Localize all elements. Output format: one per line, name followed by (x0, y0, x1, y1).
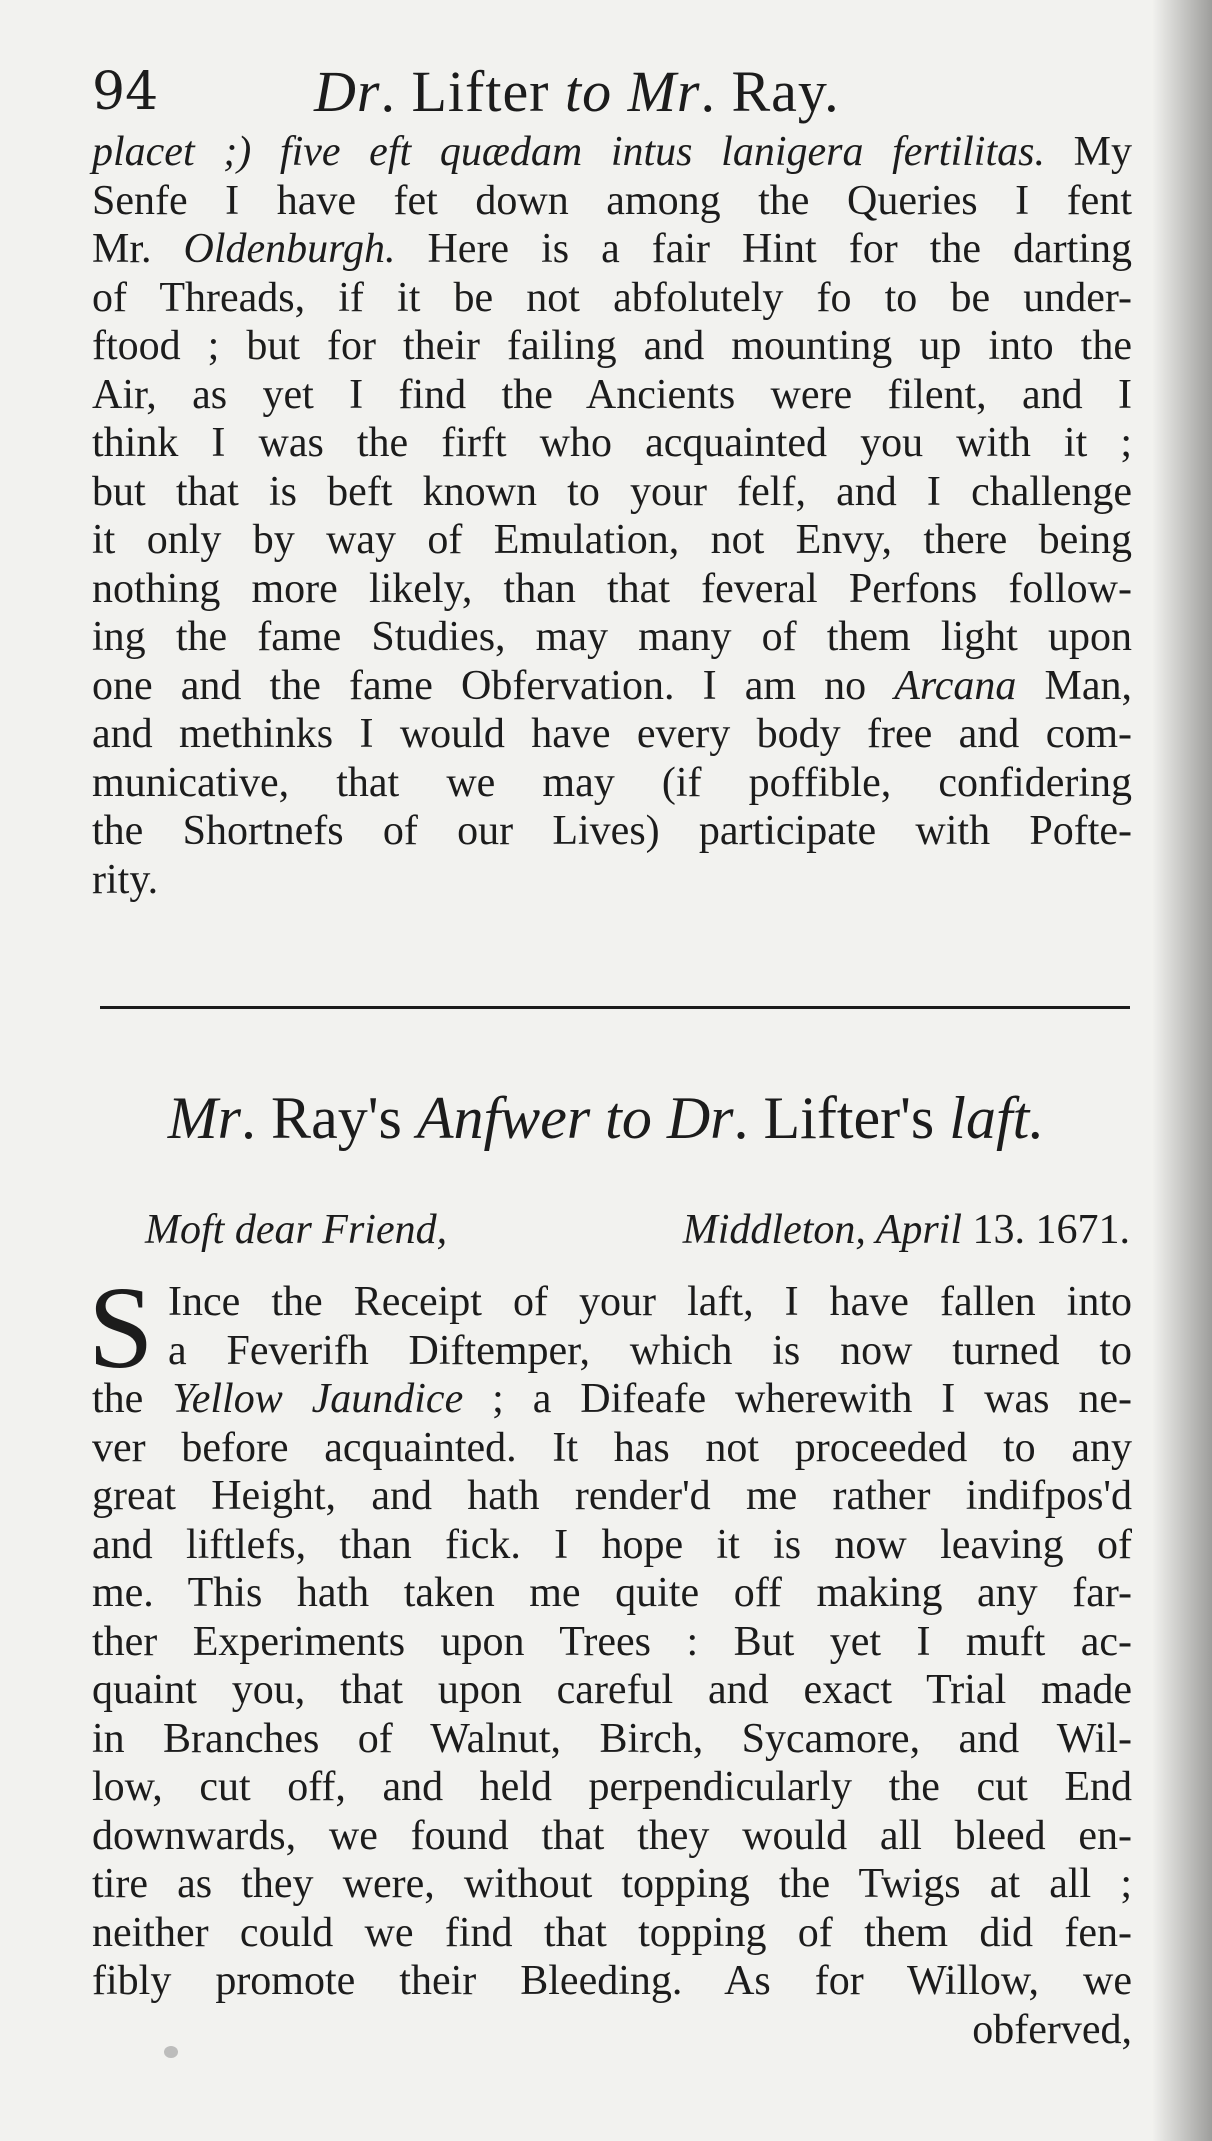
page-edge-shadow (1152, 0, 1212, 2141)
italic-text: Arcana (894, 662, 1017, 709)
reply-body (88, 1262, 1132, 2054)
text-line (92, 1327, 1132, 1376)
text-segment: My (1044, 129, 1132, 175)
heading-ray: . Ray's (241, 1085, 417, 1151)
text-segment: Ince the Receipt of your laft, I have fallen into (168, 1279, 1132, 1325)
text-segment: think I was the firft who acquainted you with it ; (92, 420, 1132, 466)
catchword: obferved, (972, 2006, 1132, 2053)
heading-last: laft. (949, 1085, 1045, 1151)
text-line (92, 1521, 1132, 1570)
salutation: Moft dear Friend, (145, 1207, 448, 1253)
text-segment: it only by way of Emulation, not Envy, there being (92, 517, 1132, 563)
text-segment: ftood ; but for their failing and mounting up into the (92, 323, 1132, 369)
text-segment: Man, (1016, 662, 1132, 709)
text-segment: great Height, and hath render'd me rather indifpos'd (92, 1473, 1132, 1519)
text-line (92, 128, 1132, 177)
text-line (92, 1812, 1132, 1861)
text-segment: ther Experiments upon Trees : But yet I muft ac- (92, 1618, 1132, 1665)
running-head-title (314, 58, 840, 125)
text-segment: ; a Difeafe wherewith I was ne- (463, 1376, 1132, 1422)
text-line (92, 1618, 1132, 1667)
text-segment: low, cut off, and held perpendicularly the cut End (92, 1764, 1132, 1810)
text-segment: rity. (92, 856, 159, 903)
ink-smudge (164, 2046, 178, 2058)
text-segment: downwards, we found that they would all bleed en- (92, 1812, 1132, 1859)
text-line (92, 759, 1132, 808)
text-line (92, 856, 1132, 905)
running-head (92, 52, 1132, 132)
text-segment: Here is a fair Hint for the darting (395, 226, 1132, 272)
text-line (92, 1424, 1132, 1473)
text-segment: the Shortnefs of our Lives) participate with Pofte- (92, 808, 1132, 854)
section-heading (0, 1084, 1212, 1153)
text-segment: but that is beft known to your felf, and I challenge (92, 468, 1132, 515)
text-line (92, 371, 1132, 420)
text-segment: fibly promote their Bleeding. As for Willow, we (92, 1958, 1132, 2004)
text-line (92, 1715, 1132, 1764)
text-line (92, 1472, 1132, 1521)
text-line (92, 419, 1132, 468)
text-line (92, 1666, 1132, 1715)
letter-continuation (92, 128, 1132, 904)
heading-mr: Mr (167, 1085, 242, 1151)
text-segment: neither could we find that topping of them did fen- (92, 1909, 1132, 1956)
text-line (92, 1860, 1132, 1909)
text-line (92, 662, 1132, 711)
text-segment: nothing more likely, than that feveral Perfons follow- (92, 565, 1132, 612)
text-segment: Senfe I have fet down among the Queries I fent (92, 177, 1132, 224)
text-line (92, 225, 1132, 274)
head-title-dr: Dr (314, 59, 381, 124)
text-line (92, 1569, 1132, 1618)
text-segment: a Feverifh Diftemper, which is now turned to (168, 1327, 1132, 1374)
head-title-to-mr: to Mr (565, 59, 701, 124)
text-segment: and liftlefs, than fick. I hope it is now leaving of (92, 1521, 1132, 1568)
dateline (683, 1206, 1130, 1254)
text-line (92, 516, 1132, 565)
text-segment: ing the fame Studies, may many of them light upon (92, 614, 1132, 660)
text-segment: and methinks I would have every body free and com- (92, 711, 1132, 757)
text-segment: the (92, 1376, 173, 1422)
head-title-ray: . Ray. (700, 59, 840, 124)
text-line (92, 1763, 1132, 1812)
text-segment: quaint you, that upon careful and exact Trial made (92, 1667, 1132, 1713)
text-segment: one and the fame Obfervation. I am no (92, 662, 895, 709)
heading-lister: . Lifter's (733, 1085, 950, 1151)
text-segment: municative, that we may (if poffible, confidering (92, 759, 1132, 806)
dateline-place: Middleton, April (682, 1207, 962, 1253)
italic-text: Yellow Jaundice (172, 1376, 464, 1422)
text-segment: me. This hath taken me quite off making any far- (92, 1570, 1132, 1616)
section-divider-rule (100, 1006, 1130, 1009)
text-line (92, 1909, 1132, 1958)
text-line (92, 613, 1132, 662)
head-title-lister: . Lifter (380, 59, 565, 124)
text-line (92, 322, 1132, 371)
text-line (92, 177, 1132, 226)
text-line (92, 565, 1132, 614)
page-number: 94 (92, 62, 159, 122)
drop-cap: S (88, 1262, 154, 1393)
text-segment: Mr. (92, 226, 184, 272)
italic-text: placet ;) five eft quædam intus lanigera fertilitas. (92, 129, 1045, 175)
dateline-date: 13. 1671. (962, 1207, 1130, 1253)
italic-text: Oldenburgh. (183, 226, 396, 272)
heading-answer-to-dr: Anfwer to Dr (416, 1085, 734, 1151)
text-segment: in Branches of Walnut, Birch, Sycamore, and Wil- (92, 1715, 1132, 1762)
text-segment: ver before acquainted. It has not proceeded to any (92, 1424, 1132, 1471)
text-segment: tire as they were, without topping the Twigs at all ; (92, 1861, 1132, 1907)
text-line (92, 1375, 1132, 1424)
text-line (92, 274, 1132, 323)
text-line (92, 1278, 1132, 1327)
salutation-row (145, 1206, 1130, 1262)
text-line (92, 807, 1132, 856)
text-line (92, 710, 1132, 759)
text-segment: of Threads, if it be not abfolutely fo to be under- (92, 274, 1132, 321)
text-segment: Air, as yet I find the Ancients were filent, and I (92, 371, 1132, 418)
text-line (92, 468, 1132, 517)
text-line (92, 1957, 1132, 2006)
